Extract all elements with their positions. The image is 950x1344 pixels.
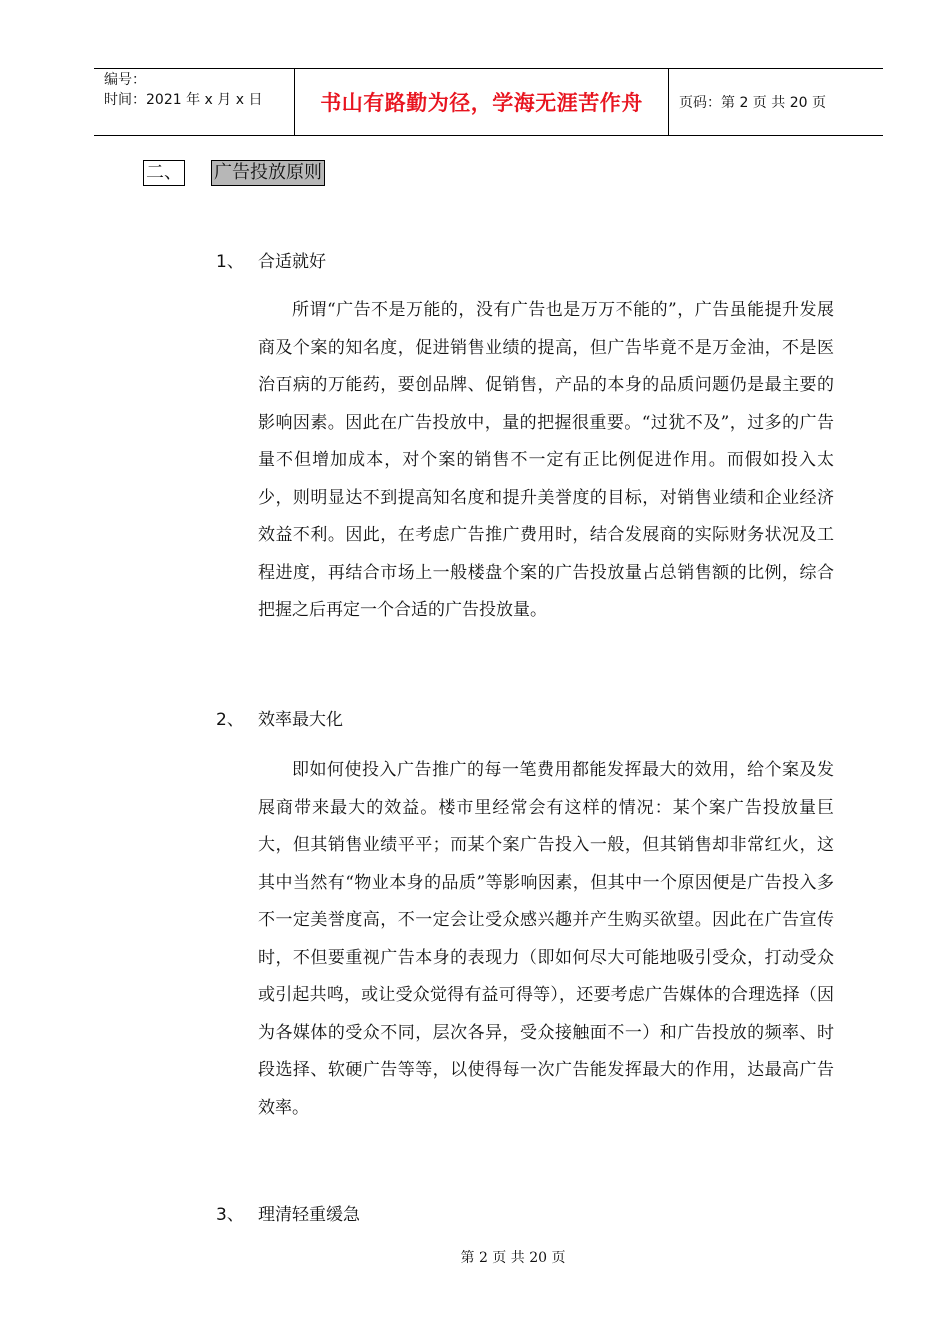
header-motto: 书山有路勤为径，学海无涯苦作舟 (320, 91, 643, 115)
section-number: 二、 (143, 160, 185, 186)
subheading-number: 2、 (216, 710, 244, 730)
footer-page-number: 第 2 页 共 20 页 (460, 1250, 566, 1266)
subheading-title: 效率最大化 (258, 710, 343, 730)
subheading-title: 合适就好 (258, 252, 326, 272)
header-page-cell (669, 69, 883, 135)
doc-number-label: 编号： (104, 72, 146, 88)
subheading-title: 理清轻重缓急 (258, 1205, 360, 1225)
paragraph-2: 即如何使投入广告推广的每一笔费用都能发挥最大的效用，给个案及发展商带来最大的效益。楼市里经常会有这样的情况：某个案广告投放量巨大，但其销售业绩平平；而某个案广告投入一般，但其销售却非常红火，这其中当然有“物业本身的品质”等影响因素，但其中一个原因便是广告投入多不一定美誉度高，不一定会让受众感兴趣并产生购买欲望。因此在广告宣传时，不但要重视广告本身的表现力（即如何尽大可能地吸引受众，打动受众或引起共鸣，或让受众觉得有益可得等），还要考虑广告媒体的合理选择（因为各媒体的受众不同，层次各异，受众接触面不一）和广告投放的频率、时段选择、软硬广告等等，以使得每一次广告能发挥最大的作用，达最高广告效率。 (258, 760, 834, 1118)
subheading-2 (216, 708, 343, 732)
header-meta-cell (94, 69, 295, 135)
subheading-3 (216, 1203, 360, 1227)
page-footer (0, 1247, 950, 1267)
header-motto-cell (295, 69, 669, 135)
subheading-1 (216, 250, 326, 274)
section-title: 广告投放原则 (211, 160, 325, 186)
paragraph-1: 所谓“广告不是万能的，没有广告也是万万不能的”，广告虽能提升发展商及个案的知名度，促进销售业绩的提高，但广告毕竟不是万金油，不是医治百病的万能药，要创品牌、促销售，产品的本身的品质问题仍是最主要的影响因素。因此在广告投放中，量的把握很重要。“过犹不及”，过多的广告量不但增加成本，对个案的销售不一定有正比例促进作用。而假如投入太少，则明显达不到提高知名度和提升美誉度的目标，对销售业绩和企业经济效益不利。因此，在考虑广告推广费用时，结合发展商的实际财务状况及工程进度，再结合市场上一般楼盘个案的广告投放量占总销售额的比例，综合把握之后再定一个合适的广告投放量。 (258, 300, 834, 620)
page-header (94, 68, 883, 136)
subheading-number: 3、 (216, 1205, 244, 1225)
doc-time-label: 时间：2021 年 x 月 x 日 (104, 92, 263, 108)
header-page-info: 页码：第 2 页 共 20 页 (679, 95, 826, 111)
subheading-number: 1、 (216, 252, 244, 272)
